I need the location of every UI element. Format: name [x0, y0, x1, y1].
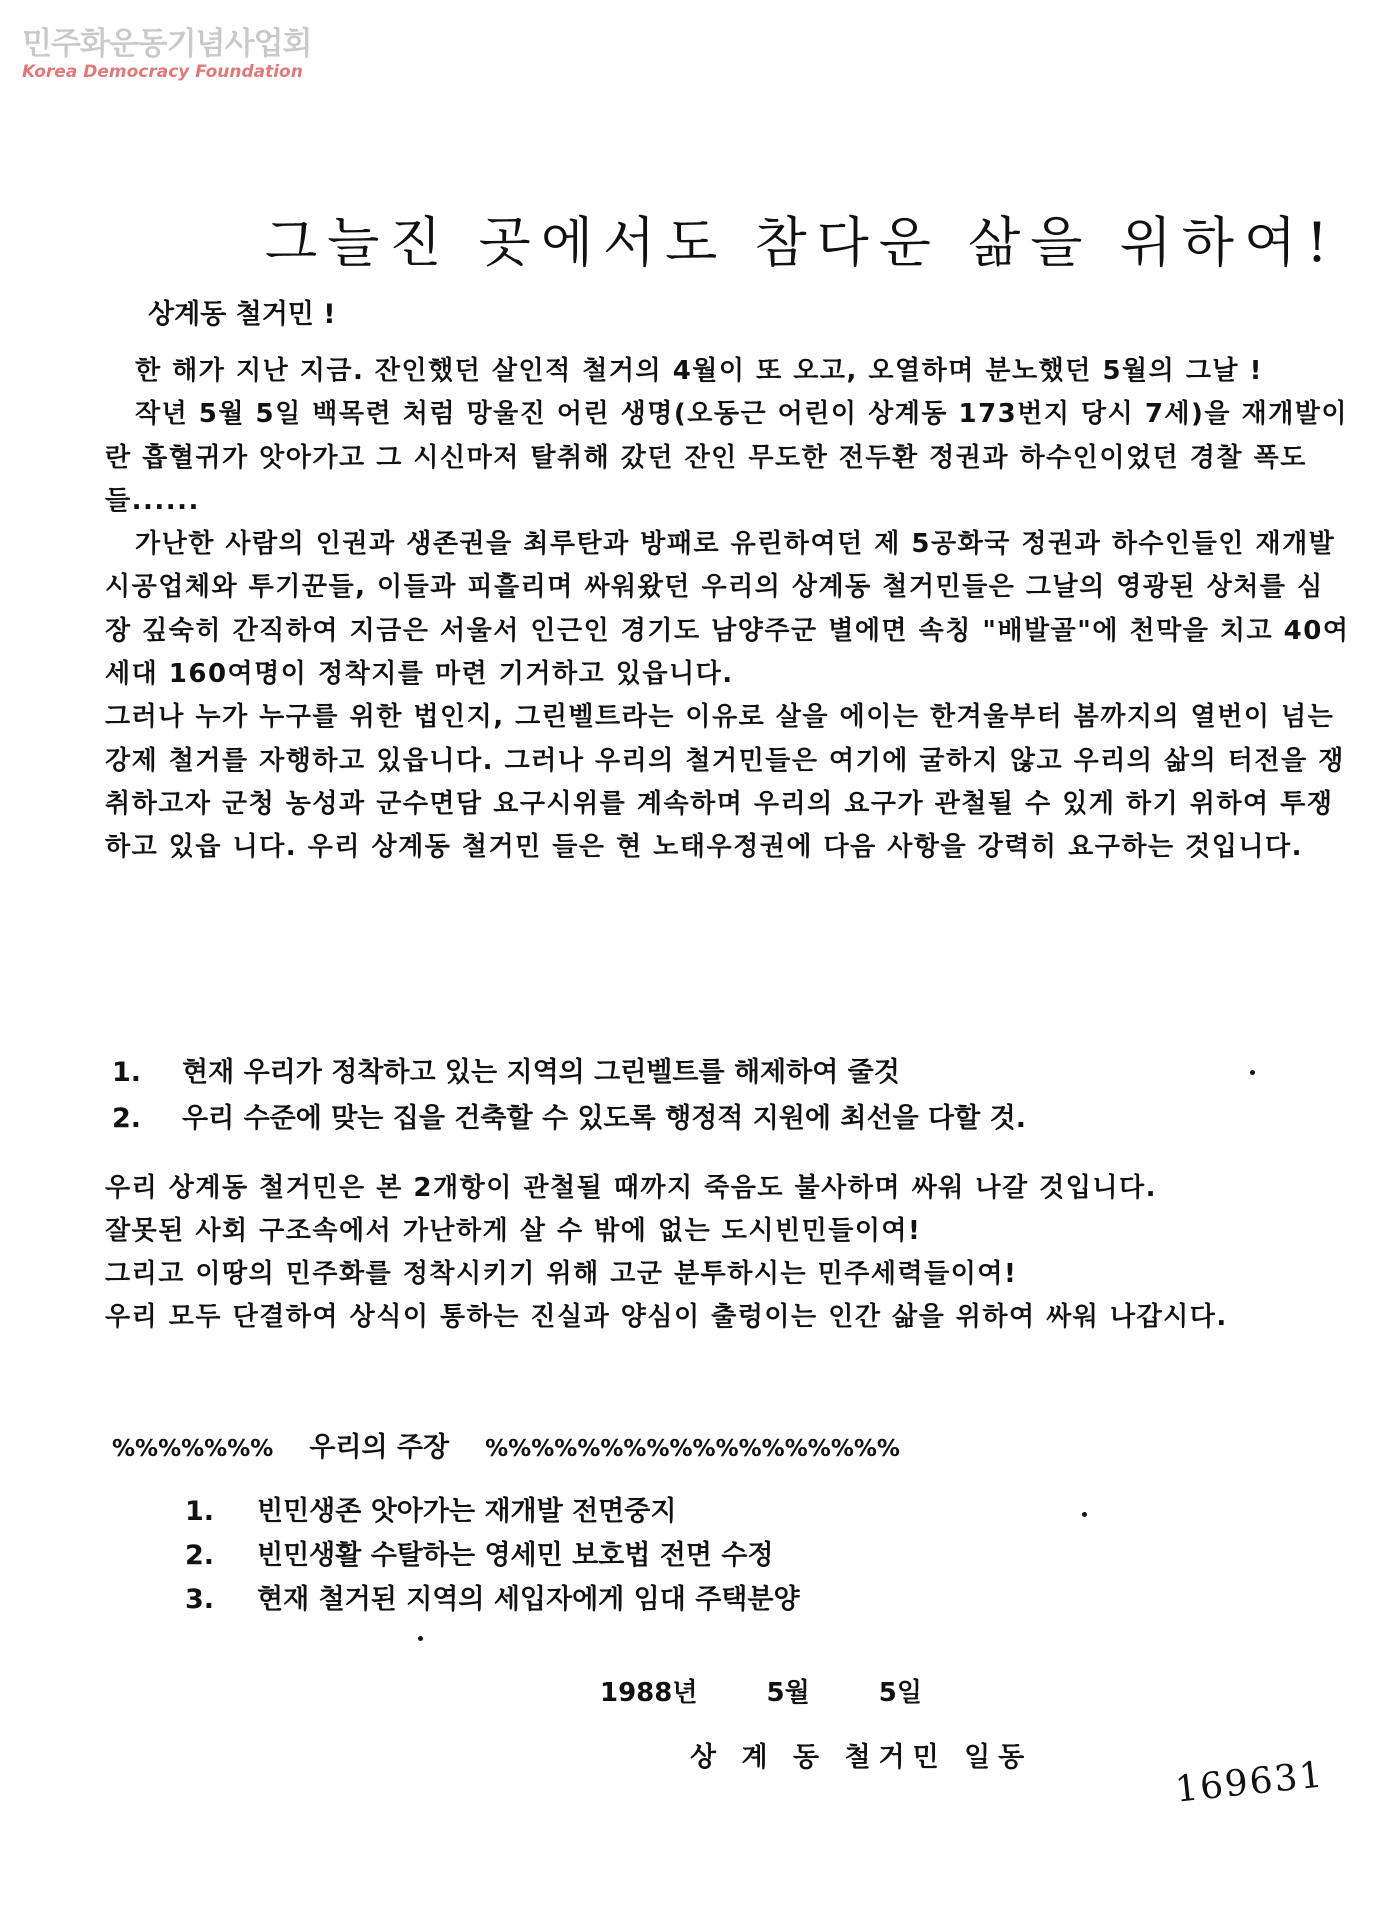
claims-list: [185, 1490, 800, 1622]
closing-line: 우리 상계동 철거민은 본 2개항이 관철될 때까지 죽음도 불사하며 싸워 나갈 것입니다.: [105, 1173, 1157, 1203]
claim-item: [185, 1534, 800, 1578]
body-text: [105, 350, 1350, 870]
document-title: 그늘진 곳에서도 참다운 삶을 위하여!: [265, 211, 1338, 274]
paragraph: 그러나 누가 누구를 위한 법인지, 그린벨트라는 이유로 살을 에이는 한겨울부터 봄까지의 열번이 넘는 강제 철거를 자행하고 있읍니다. 그러나 우리의 철거민들은 여기에 굴하지 않고 우리의 삶의 터전을 쟁취하고자 군청 농성과 군수면담 요구시위를 계속하며 우리의 요구가 관철될 수 있게 하기 위하여 투쟁하고 있읍 니다. 우리 상계동 철거민 들은 현 노태우정권에 다음 사항을 강력히 요구하는 것입니다.: [105, 702, 1345, 863]
demands-list: [112, 1050, 1026, 1142]
greeting: 상계동 철거민 !: [148, 299, 336, 330]
scan-speck: [418, 1636, 423, 1641]
demand-item: [112, 1096, 1026, 1142]
demand-number: 2.: [112, 1103, 142, 1134]
demand-number: 1.: [112, 1057, 142, 1088]
claims-heading: [112, 1425, 900, 1464]
scan-speck: [1250, 1070, 1255, 1075]
claim-text: 현재 철거된 지역의 세입자에게 임대 주택분양: [257, 1584, 800, 1615]
demand-text: 우리 수준에 맞는 집을 건축할 수 있도록 행정적 지원에 최선을 다할 것.: [182, 1103, 1026, 1134]
claim-number: 3.: [185, 1584, 215, 1615]
claims-heading-right-rule: %%%%%%%%%%%%%%%%%%: [485, 1436, 900, 1462]
closing-line: 그리고 이땅의 민주화를 정착시키기 위해 고군 분투하시는 민주세력들이여!: [105, 1259, 1018, 1289]
paragraph: 한 해가 지난 지금. 잔인했던 살인적 철거의 4월이 또 오고, 오열하며 분노했던 5월의 그날 !: [135, 356, 1263, 386]
claim-item: [185, 1578, 800, 1622]
claims-heading-label: 우리의 주장: [309, 1432, 450, 1463]
closing-text: [105, 1167, 1350, 1339]
demand-item: [112, 1050, 1026, 1096]
claim-number: 2.: [185, 1540, 215, 1571]
paragraph: 작년 5월 5일 백목련 처럼 망울진 어린 생명(오동근 어린이 상계동 173번지 당시 7세)을 재개발이란 흡혈귀가 앗아가고 그 시신마저 탈취해 갔던 잔인 무도한 전두환 정권과 하수인이었던 경찰 폭도들......: [105, 399, 1349, 516]
closing-line: 우리 모두 단결하여 상식이 통하는 진실과 양심이 출렁이는 인간 삶을 위하여 싸워 나갑시다.: [105, 1302, 1228, 1332]
demand-text: 현재 우리가 정착하고 있는 지역의 그린벨트를 해제하여 줄것: [182, 1057, 900, 1088]
archive-number: 169631: [1173, 1754, 1327, 1811]
signer: 상 계 동 철거민 일동: [690, 1742, 1033, 1773]
claim-item: [185, 1490, 800, 1534]
claims-heading-left-rule: %%%%%%%: [112, 1436, 274, 1462]
watermark-korean: 민주화운동기념사업회: [22, 26, 312, 62]
claim-number: 1.: [185, 1496, 215, 1527]
document-date: 1988년 5월 5일: [600, 1678, 922, 1708]
watermark-english: Korea Democracy Foundation: [22, 62, 303, 82]
claim-text: 빈민생존 앗아가는 재개발 전면중지: [257, 1496, 677, 1527]
paragraph: 가난한 사람의 인권과 생존권을 최루탄과 방패로 유린하여던 제 5공화국 정권과 하수인들인 재개발 시공업체와 투기꾼들, 이들과 피흘리며 싸워왔던 우리의 상계동 철거민들은 그날의 영광된 상처를 심장 깊숙히 간직하여 지금은 서울서 인근인 경기도 남양주군 별에면 속칭 "배발골"에 천막을 치고 40여 세대 160여명이 정착지를 마련 기거하고 있읍니다.: [105, 529, 1350, 690]
closing-line: 잘못된 사회 구조속에서 가난하게 살 수 밖에 없는 도시빈민들이여!: [105, 1216, 922, 1246]
scan-speck: [1082, 1512, 1087, 1517]
claim-text: 빈민생활 수탈하는 영세민 보호법 전면 수정: [257, 1540, 774, 1571]
